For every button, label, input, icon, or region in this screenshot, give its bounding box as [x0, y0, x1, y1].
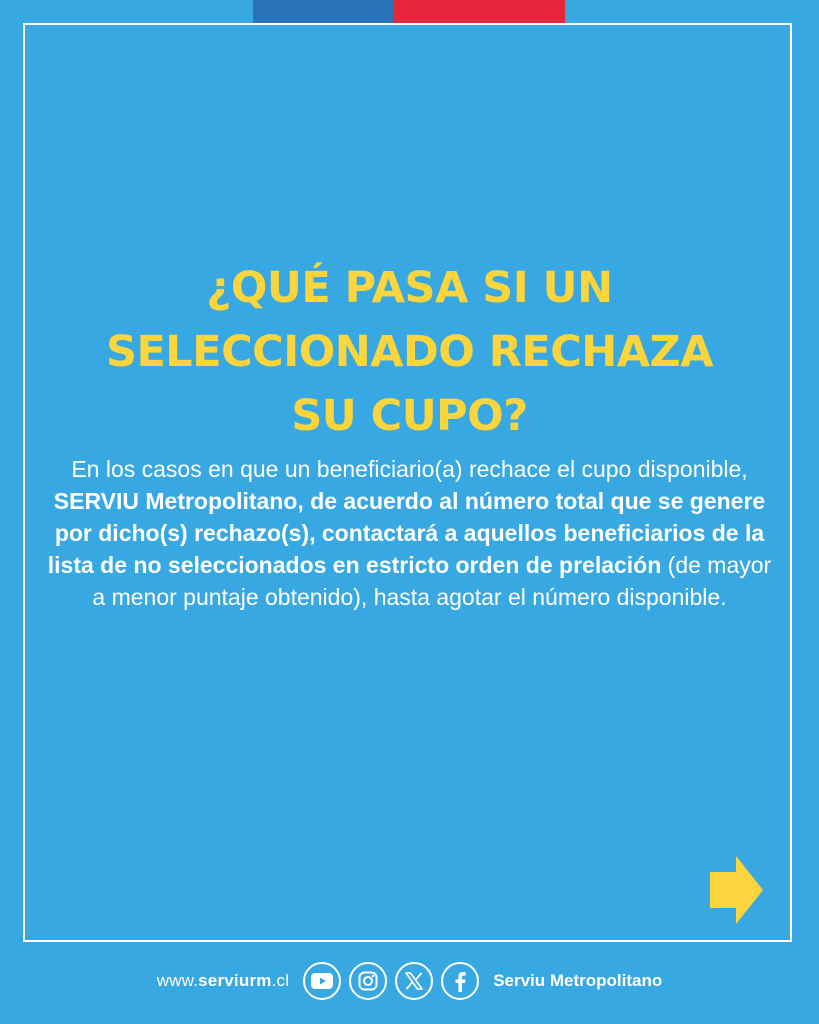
website-link[interactable]: www.serviurm.cl [156, 971, 290, 990]
body-text-part: (de mayor a menor puntaje obtenido), hasta agotar el número disponible. [92, 552, 772, 610]
brand-name: Serviu Metropolitano [493, 971, 663, 990]
title-line: SU CUPO? [291, 391, 528, 441]
title-line: SELECCIONADO RECHAZA [105, 327, 714, 377]
youtube-icon[interactable] [303, 962, 341, 1000]
footer [0, 957, 819, 1005]
body-paragraph [45, 453, 774, 613]
flag-stripe-red [394, 0, 565, 23]
arrow-right-icon[interactable] [708, 856, 764, 924]
x-icon[interactable] [395, 962, 433, 1000]
page-title [0, 256, 819, 448]
flag-stripe-blue [253, 0, 394, 23]
instagram-icon[interactable] [349, 962, 387, 1000]
title-line: ¿QUÉ PASA SI UN [206, 263, 613, 313]
body-text-part: En los casos en que un beneficiario(a) rechace el cupo disponible, [71, 456, 748, 482]
facebook-icon[interactable] [441, 962, 479, 1000]
body-text-bold: SERVIU Metropolitano, de acuerdo al número total que se genere por dicho(s) rechazo(s), contactará a aquellos beneficiarios de la lista de no seleccionados en estricto orden de prelación [47, 488, 766, 578]
